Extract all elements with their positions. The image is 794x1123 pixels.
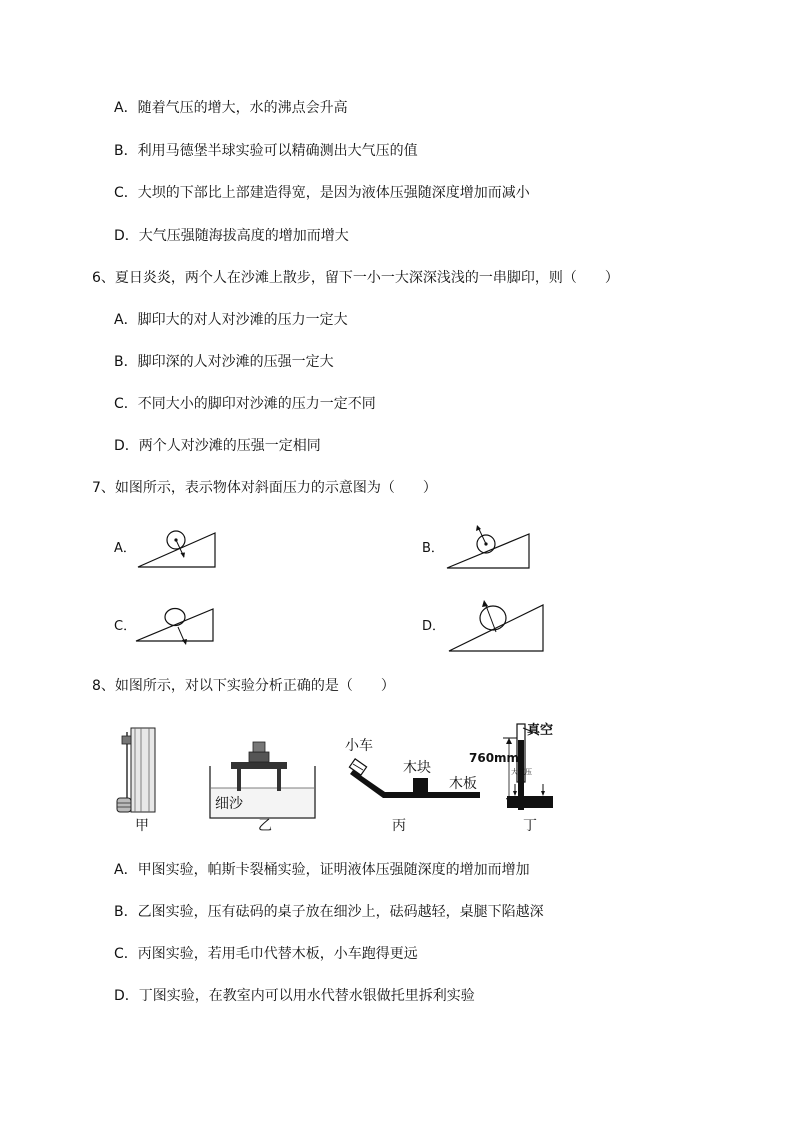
q6-option-a: A．脚印大的对人对沙滩的压力一定大 <box>114 312 348 328</box>
q7-figure-b <box>444 520 532 570</box>
q8-caption-yi: 乙 <box>258 818 272 834</box>
q8-vacuum-label: 真空 <box>527 723 554 738</box>
q8-height-label: 760mm <box>469 751 520 765</box>
q8-cart-label: 小车 <box>345 738 373 754</box>
q7-figure-c <box>133 603 218 665</box>
q8-option-c: C．丙图实验，若用毛巾代替木板，小车跑得更远 <box>114 946 418 962</box>
q8-caption-jia: 甲 <box>135 818 149 834</box>
q7-figure-c-label: C． <box>114 619 137 634</box>
q8-option-a: A．甲图实验，帕斯卡裂桶实验，证明液体压强随深度的增加而增加 <box>114 862 530 878</box>
q8-option-b: B．乙图实验，压有砝码的桌子放在细沙上，砝码越轻，桌腿下陷越深 <box>114 904 544 920</box>
q8-option-d: D．丁图实验，在教室内可以用水代替水银做托里拆利实验 <box>114 988 475 1004</box>
q7-figure-a <box>135 525 220 570</box>
q7-figure-d <box>446 598 546 654</box>
q8-board-label: 木板 <box>449 776 477 792</box>
q5-option-c: C．大坝的下部比上部建造得宽，是因为液体压强随深度增加而减小 <box>114 185 530 201</box>
q6-stem: 6、夏日炎炎，两个人在沙滩上散步，留下一小一大深深浅浅的一串脚印，则（ ） <box>92 270 619 286</box>
q7-figure-a-label: A． <box>114 541 136 556</box>
q5-option-b: B．利用马德堡半球实验可以精确测出大气压的值 <box>114 143 418 159</box>
q6-option-b: B．脚印深的人对沙滩的压强一定大 <box>114 354 334 370</box>
q8-pressure-label: 大气压 <box>511 768 532 776</box>
q7-figure-d-label: D． <box>422 619 446 634</box>
q8-block-label: 木块 <box>403 760 431 776</box>
q8-stem: 8、如图所示，对以下实验分析正确的是（ ） <box>92 678 395 694</box>
q7-figure-b-label: B． <box>422 541 444 556</box>
q5-option-a: A．随着气压的增大，水的沸点会升高 <box>114 100 348 116</box>
q6-option-c: C．不同大小的脚印对沙滩的压力一定不同 <box>114 396 376 412</box>
q7-stem: 7、如图所示，表示物体对斜面压力的示意图为（ ） <box>92 480 437 496</box>
q8-sand-label: 细沙 <box>215 796 243 812</box>
q5-option-d: D．大气压强随海拔高度的增加而增大 <box>114 228 349 244</box>
q8-caption-bing: 丙 <box>392 818 406 834</box>
q6-option-d: D．两个人对沙滩的压强一定相同 <box>114 438 321 454</box>
q8-figure-jia <box>117 728 155 812</box>
q8-caption-ding: 丁 <box>523 818 537 834</box>
q8-figure <box>105 718 585 838</box>
